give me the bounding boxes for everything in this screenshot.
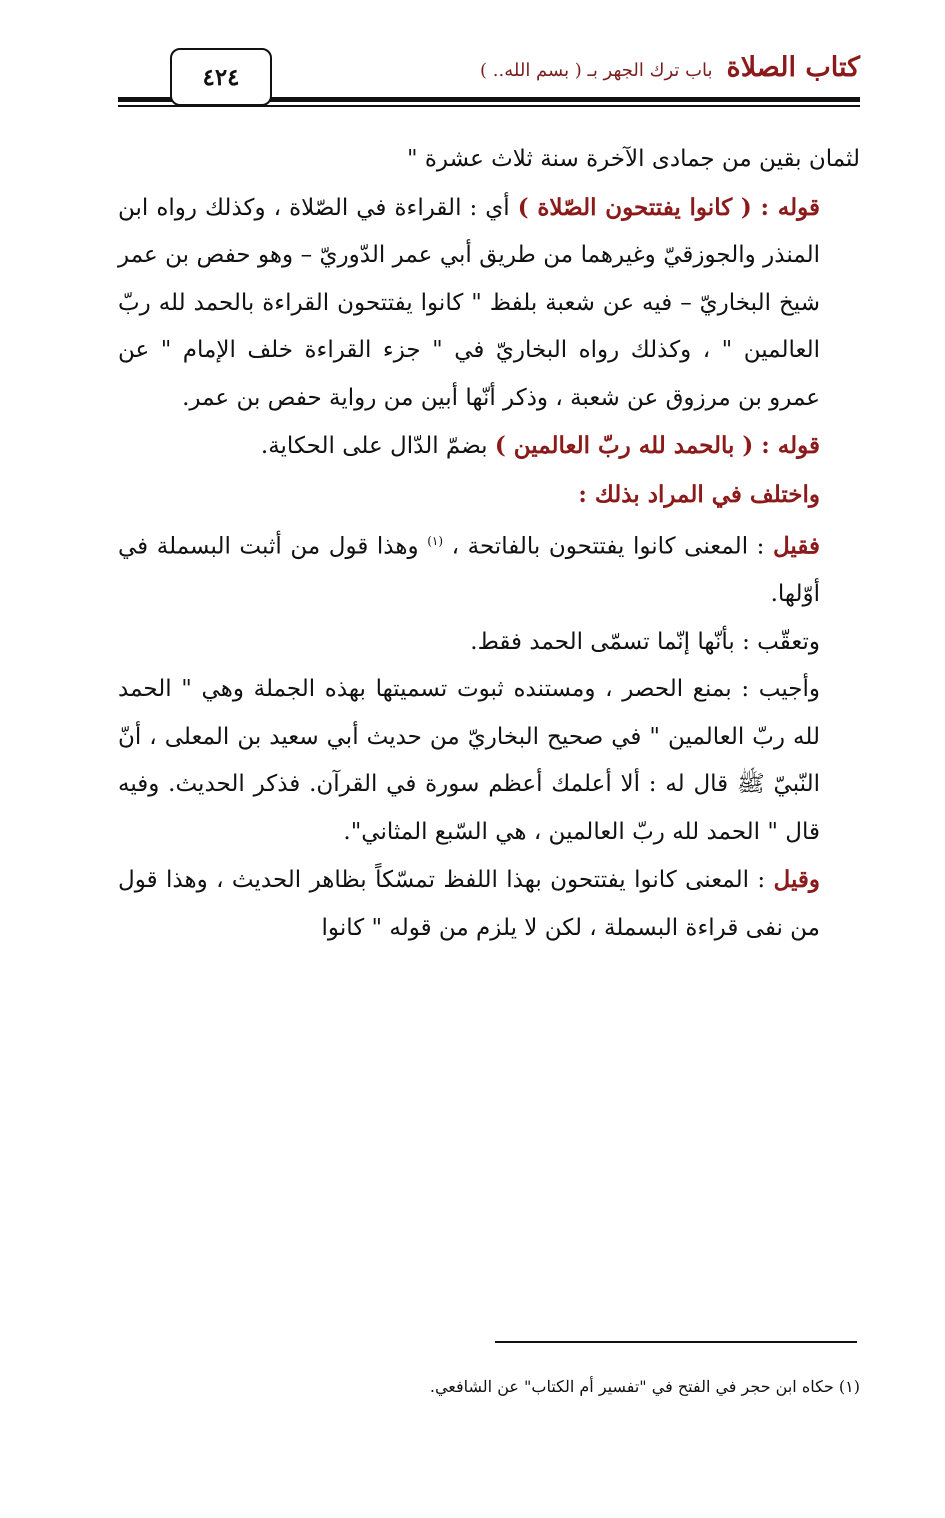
section-heading: واختلف في المراد بذلك : xyxy=(578,480,820,508)
footnote-ref[interactable]: (١) xyxy=(427,534,444,548)
paragraph-2 xyxy=(118,184,860,423)
paragraph-6: وتعقّب : بأنّها إنّما تسمّى الحمد فقط. xyxy=(470,628,820,655)
paragraph-2-text: أي : القراءة في الصّلاة ، وكذلك رواه ابن المنذر والجوزقيّ وغيرهما من طريق أبي عمر الدّوريّ – وهو حفص بن عمر شيخ البخاريّ – فيه عن شعبة بلفظ " كانوا يفتتحون القراءة بالحمد لله ربّ العالمين " ، وكذلك رواه البخاريّ في " جزء القراءة خلف الإمام " عن عمرو بن مرزوق عن شعبة ، وذكر أنّها أبين من رواية حفص بن عمر. xyxy=(118,194,820,411)
footnote-rule xyxy=(495,1341,857,1343)
chapter-title: باب ترك الجهر بـ ( بسم الله.. ) xyxy=(480,60,713,81)
running-head xyxy=(480,52,860,83)
paragraph-5-text-b: وهذا قول من أثبت البسملة في أوّلها. xyxy=(118,533,820,608)
paragraph-3-label: قوله : ( بالحمد لله ربّ العالمين ) xyxy=(494,432,820,459)
page-number: ٤٢٤ xyxy=(170,48,272,106)
book-title: كتاب الصلاة xyxy=(726,52,860,83)
paragraph-1: لثمان بقين من جمادى الآخرة سنة ثلاث عشرة " xyxy=(406,146,860,172)
main-text xyxy=(118,136,860,952)
paragraph-8 xyxy=(118,856,860,952)
footnote: (١) حكاه ابن حجر في الفتح في "تفسير أم الكتاب" عن الشافعي. xyxy=(429,1377,860,1396)
paragraph-5-label: فقيل xyxy=(773,532,820,560)
paragraph-2-label: قوله : ( كانوا يفتتحون الصّلاة ) xyxy=(517,193,820,221)
paragraph-8-text: : المعنى كانوا يفتتحون بهذا اللفظ تمسّكاً بظاهر الحديث ، وهذا قول من نفى قراءة البسملة ، لكن لا يلزم من قوله " كانوا xyxy=(118,867,820,941)
paragraph-5-text-a: : المعنى كانوا يفتتحون بالفاتحة ، xyxy=(443,533,773,560)
paragraph-5 xyxy=(118,518,860,619)
paragraph-7: وأجيب : بمنع الحصر ، ومستنده ثبوت تسميتها بهذه الجملة وهي " الحمد لله ربّ العالمين " في صحيح البخاريّ من حديث أبي سعيد بن المعلى ، أنّ النّبيّ ﷺ قال له : ألا أعلمك أعظم سورة في القرآن. فذكر الحديث. وفيه قال " الحمد لله ربّ العالمين ، هي السّبع المثاني". xyxy=(118,676,820,845)
paragraph-3-text: بضمّ الدّال على الحكاية. xyxy=(260,433,495,459)
paragraph-3 xyxy=(118,422,860,471)
paragraph-8-label: وقيل xyxy=(773,866,820,894)
